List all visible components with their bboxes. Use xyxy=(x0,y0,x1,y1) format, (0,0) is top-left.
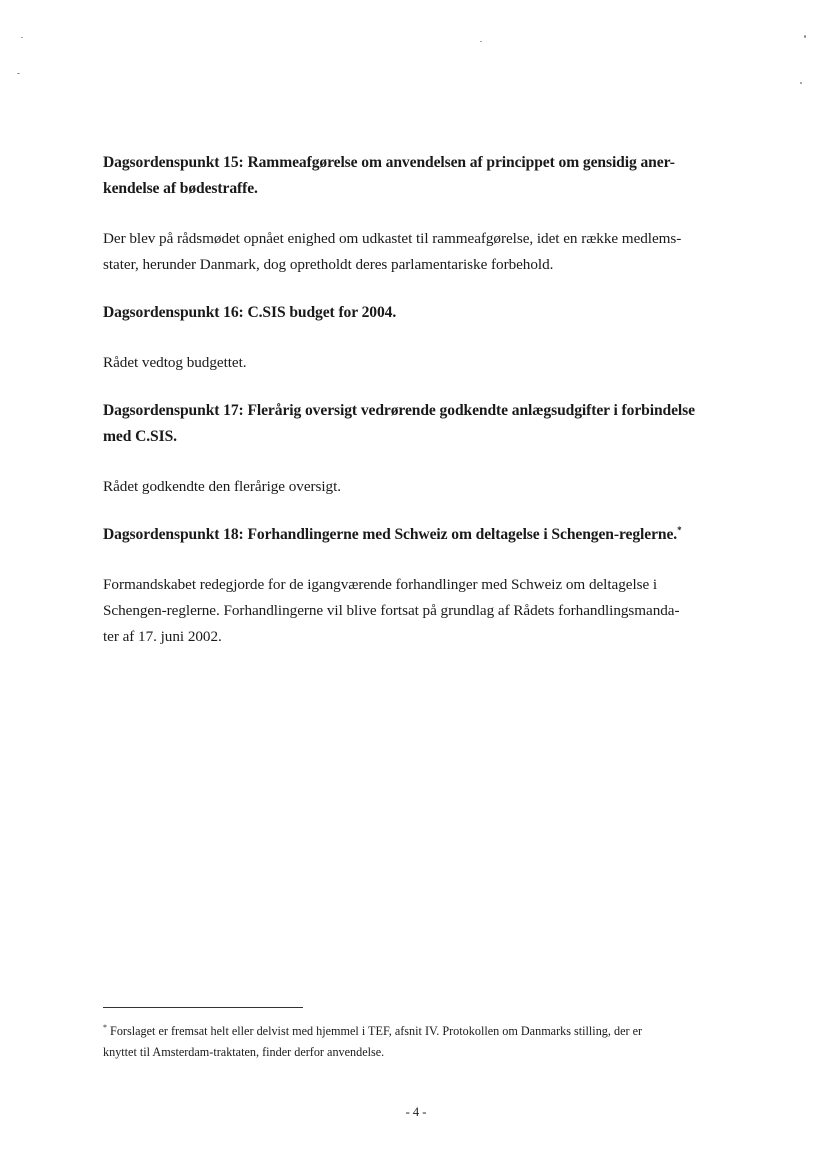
body-line: Rådet godkendte den flerårige oversigt. xyxy=(103,478,342,495)
document-body xyxy=(103,150,753,650)
heading-line: Dagsordenspunkt 17: Flerårig oversigt vedrørende godkendte anlægsudgifter i forbindelse xyxy=(103,402,695,419)
agenda-item-15-text xyxy=(103,226,753,278)
body-line: Schengen-reglerne. Forhandlingerne vil blive fortsat på grundlag af Rådets forhandlingsmanda- xyxy=(103,602,680,619)
footnote-reference-mark: * xyxy=(677,524,682,535)
body-line: Rådet vedtog budgettet. xyxy=(103,354,247,371)
agenda-item-18-text xyxy=(103,572,753,650)
heading-line: med C.SIS. xyxy=(103,428,177,445)
agenda-item-16-text xyxy=(103,350,753,376)
agenda-item-18-heading xyxy=(103,522,753,548)
heading-line: Dagsordenspunkt 15: Rammeafgørelse om anvendelsen af princippet om gensidig aner- xyxy=(103,154,675,171)
footnote xyxy=(103,1021,753,1063)
body-line: stater, herunder Danmark, dog opretholdt deres parlamentariske forbehold. xyxy=(103,256,554,273)
footnote-separator xyxy=(103,1007,303,1008)
heading-line: kendelse af bødestraffe. xyxy=(103,180,258,197)
scan-speck xyxy=(21,37,23,38)
scan-speck xyxy=(17,73,20,74)
agenda-item-15-heading xyxy=(103,150,753,202)
heading-line: Dagsordenspunkt 16: C.SIS budget for 2004. xyxy=(103,304,397,321)
footnote-line: knyttet til Amsterdam-traktaten, finder derfor anvendelse. xyxy=(103,1045,385,1059)
scan-speck xyxy=(480,41,482,42)
footnote-mark: * xyxy=(103,1022,107,1032)
body-line: Formandskabet redegjorde for de igangværende forhandlinger med Schweiz om deltagelse i xyxy=(103,576,658,593)
body-line: Der blev på rådsmødet opnået enighed om udkastet til rammeafgørelse, idet en række medlems- xyxy=(103,230,682,247)
page-number: - 4 - xyxy=(405,1105,427,1119)
body-line: ter af 17. juni 2002. xyxy=(103,628,222,645)
agenda-item-17-heading xyxy=(103,398,753,450)
agenda-item-17-text xyxy=(103,474,753,500)
agenda-item-16-heading xyxy=(103,300,753,326)
heading-line: Dagsordenspunkt 18: Forhandlingerne med Schweiz om deltagelse i Schengen-reglerne. xyxy=(103,526,678,543)
scan-speck xyxy=(804,35,806,38)
scan-speck xyxy=(800,82,802,84)
footnote-line: Forslaget er fremsat helt eller delvist med hjemmel i TEF, afsnit IV. Protokollen om Danmarks stilling, der er xyxy=(110,1024,643,1038)
